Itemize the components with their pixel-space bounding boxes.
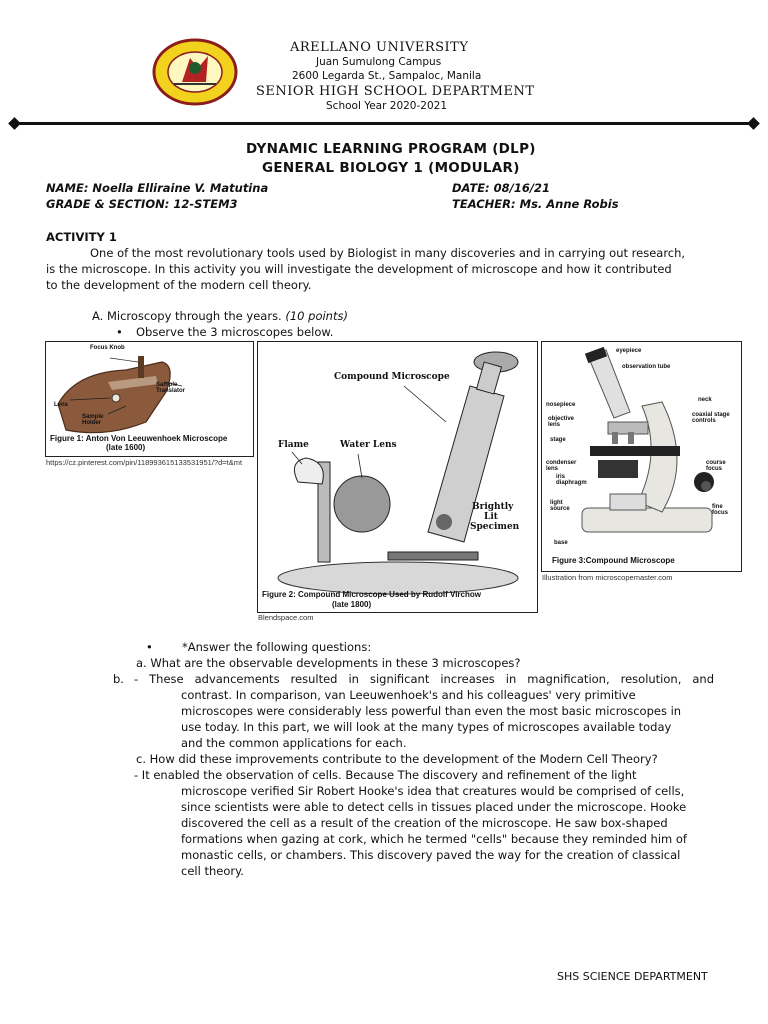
answer-c-line-2: microscope verified Sir Robert Hooke's idea that creatures would be comprised of cells, <box>181 784 685 798</box>
intro-line-1: One of the most revolutionary tools used by Biologist in many discoveries and in carrying out research, <box>90 246 686 260</box>
bullet-answer: *Answer the following questions: <box>182 640 372 654</box>
fig3-label-eyepiece: eyepiece <box>616 348 642 354</box>
fig3-label-objective-lens: objective lens <box>548 416 575 428</box>
campus-address: 2600 Legarda St., Sampaloc, Manila <box>292 70 482 82</box>
fig3-label-observation-tube: observation tube <box>622 364 671 370</box>
virchow-microscope-illustration <box>258 342 537 612</box>
figure-1-box <box>45 341 254 457</box>
teacher: TEACHER: Ms. Anne Robis <box>452 197 619 211</box>
fig1-caption-line-1: Figure 1: Anton Von Leeuwenhoek Microscope <box>50 434 228 443</box>
fig2-label-water-lens: Water Lens <box>340 440 397 450</box>
answer-c-line-5: formations when gazing at cork, which he termed "cells" because they reminded him of <box>181 832 687 846</box>
fig1-label-focus-knob: Focus Knob <box>90 345 125 351</box>
fig2-label-compound-microscope: Compound Microscope <box>334 372 450 382</box>
fig2-label-lit: Lit <box>484 512 498 522</box>
activity-heading: ACTIVITY 1 <box>46 230 117 244</box>
fig3-label-iris-diaphragm: iris diaphragm <box>556 474 587 486</box>
title-line-2: GENERAL BIOLOGY 1 (MODULAR) <box>262 160 520 176</box>
bullet-dot-1: • <box>116 325 123 339</box>
bullet-dot-2: • <box>146 640 153 654</box>
compound-microscope-illustration <box>542 342 741 571</box>
fig3-label-course-focus: course focus <box>706 460 726 472</box>
section-a-heading <box>92 308 348 324</box>
fig3-label-coaxial-stage-controls: coaxial stage controls <box>692 412 730 424</box>
fig3-label-base: base <box>554 540 568 546</box>
question-a: a. What are the observable developments in these 3 microscopes? <box>136 656 521 670</box>
fig3-label-neck: neck <box>698 397 712 403</box>
fig1-credit: https://cz.pinterest.com/pin/118993615133531951/?d=t&mt <box>46 458 243 467</box>
question-c: c. How did these improvements contribute to the development of the Modern Cell Theory? <box>136 752 658 766</box>
fig3-credit: Illustration from microscopemaster.com <box>542 573 673 582</box>
fig3-caption: Figure 3:Compound Microscope <box>552 556 675 565</box>
fig1-caption-line-2: (late 1600) <box>106 443 146 452</box>
fig3-label-nosepiece: nosepiece <box>546 402 576 408</box>
intro-line-2: is the microscope. In this activity you will investigate the development of microscope and how it contributed <box>46 262 672 276</box>
answer-b-marker: b. <box>113 672 124 686</box>
header-divider <box>14 122 754 125</box>
fig2-caption-line-2: (late 1800) <box>332 600 372 609</box>
fig2-credit: Blendspace.com <box>258 613 314 622</box>
date: DATE: 08/16/21 <box>452 181 551 195</box>
answer-b-line-3: microscopes were considerably less powerful than even the most basic microscopes in <box>181 704 682 718</box>
answer-b-line-1: - These advancements resulted in significant increases in magnification, resolution, and <box>134 672 714 686</box>
fig3-label-stage: stage <box>550 437 566 443</box>
fig3-label-fine-focus: fine focus <box>712 504 729 516</box>
fig3-label-light-source: light source <box>550 500 570 512</box>
answer-c-line-1: - It enabled the observation of cells. Because The discovery and refinement of the light <box>134 768 637 782</box>
answer-c-line-6: monastic cells, or chambers. This discovery paved the way for the creation of classical <box>181 848 681 862</box>
fig2-label-flame: Flame <box>278 440 309 450</box>
figure-2-box <box>257 341 538 613</box>
fig1-label-lens: Lens <box>54 402 69 408</box>
fig2-label-specimen: Specimen <box>470 522 520 532</box>
fig3-label-condenser-lens: condenser lens <box>546 460 577 472</box>
answer-b-line-5: and the common applications for each. <box>181 736 407 750</box>
answer-c-line-3: since scientists were able to detect cells in tissues placed under the microscope. Hooke <box>181 800 687 814</box>
answer-b-line-4: use today. In this part, we will look at the many types of microscopes available today <box>181 720 672 734</box>
university-name: ARELLANO UNIVERSITY <box>290 40 469 55</box>
campus-name: Juan Sumulong Campus <box>316 56 442 68</box>
figure-3-box <box>541 341 742 572</box>
fig2-caption-line-1: Figure 2: Compound Microscope Used by Rudolf Virchow <box>262 590 481 599</box>
answer-c-line-7: cell theory. <box>181 864 244 878</box>
department-name: SENIOR HIGH SCHOOL DEPARTMENT <box>256 84 535 99</box>
title-line-1: DYNAMIC LEARNING PROGRAM (DLP) <box>246 141 536 157</box>
answer-b-line-2: contrast. In comparison, van Leeuwenhoek's and his colleagues' very primitive <box>181 688 636 702</box>
student-name: NAME: Noella Elliraine V. Matutina <box>46 181 269 195</box>
grade-section: GRADE & SECTION: 12-STEM3 <box>46 197 238 211</box>
bullet-observe: Observe the 3 microscopes below. <box>136 325 334 339</box>
section-a-title: A. Microscopy through the years. <box>92 309 282 323</box>
fig2-label-brightly: Brightly <box>472 502 514 512</box>
footer-department: SHS SCIENCE DEPARTMENT <box>557 970 708 983</box>
school-year: School Year 2020-2021 <box>326 100 447 112</box>
intro-line-3: to the development of the modern cell theory. <box>46 278 312 292</box>
answer-c-line-4: discovered the cell as a result of the creation of the microscope. He saw box-shaped <box>181 816 668 830</box>
fig1-label-sample-holder: Sample Holder <box>82 414 104 426</box>
university-seal-logo <box>152 38 238 106</box>
section-a-points: (10 points) <box>285 309 348 323</box>
fig1-label-sample-translator: Sample Translator <box>156 382 186 394</box>
